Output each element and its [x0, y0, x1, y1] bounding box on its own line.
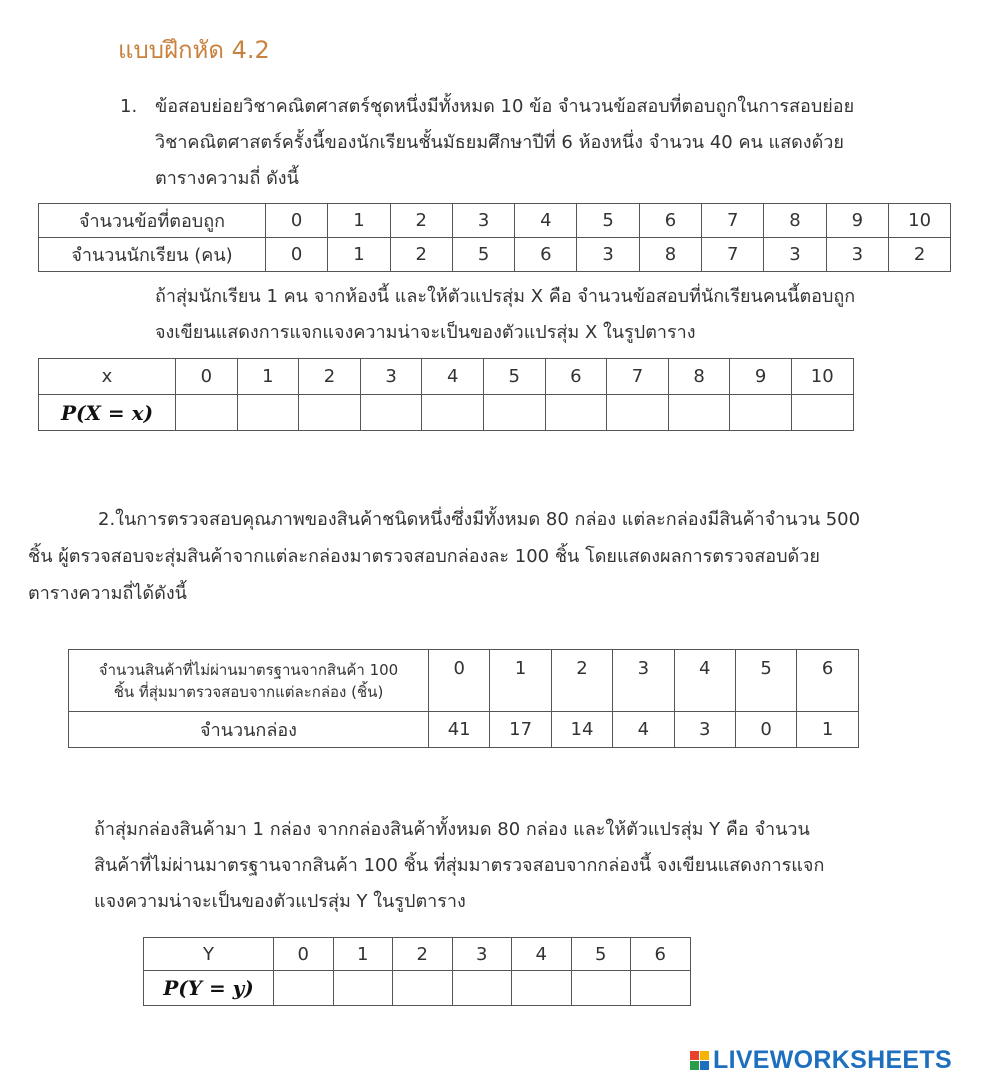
q1-prob-p-label: P(X = x) — [39, 395, 176, 431]
q1-answer-cell[interactable] — [607, 395, 669, 431]
q2-prob-y-cell: 2 — [393, 938, 453, 971]
q1-prob-x-cell: 7 — [607, 359, 669, 395]
q1-answer-cell[interactable] — [299, 395, 361, 431]
q1-answer-cell[interactable] — [545, 395, 607, 431]
q2-answer-cell[interactable] — [512, 971, 572, 1006]
q2-freq-row1-label-line2: ชิ้น ที่สุ่มมาตรวจสอบจากแต่ละกล่อง (ชิ้น) — [113, 682, 384, 701]
q2-prob-y-cell: 3 — [452, 938, 512, 971]
q2-freq-cell: 3 — [613, 650, 674, 712]
q2-prob-row-y — [144, 938, 691, 971]
liveworksheets-logo-icon — [690, 1051, 709, 1070]
q1-probability-table — [38, 358, 854, 431]
q1-answer-cell[interactable] — [668, 395, 730, 431]
q1-freq-cell: 10 — [888, 204, 950, 238]
q1-freq-row1-label: จำนวนข้อที่ตอบถูก — [39, 204, 266, 238]
q2-line-1: 2.ในการตรวจสอบคุณภาพของสินค้าชนิดหนึ่งซึ่งมีทั้งหมด 80 กล่อง แต่ละกล่องมีสินค้าจำนวน 500 — [98, 509, 861, 530]
q1-freq-cell: 3 — [826, 238, 888, 272]
q1-prob-x-cell: 0 — [176, 359, 238, 395]
q2-answer-cell[interactable] — [631, 971, 691, 1006]
q2-freq-cell: 3 — [674, 712, 735, 748]
q2-instruction-line-3: แจงความน่าจะเป็นของตัวแปรสุ่ม Y ในรูปตาราง — [94, 891, 466, 912]
q2-freq-row1-label — [69, 650, 429, 712]
q1-line-3: ตารางความถี่ ดังนี้ — [155, 168, 299, 189]
q1-freq-cell: 7 — [702, 238, 764, 272]
q2-freq-cell: 14 — [551, 712, 612, 748]
q2-freq-cell: 4 — [613, 712, 674, 748]
q2-prob-y-cell: 5 — [571, 938, 631, 971]
q2-prob-y-cell: 6 — [631, 938, 691, 971]
q1-freq-row-students — [39, 238, 951, 272]
q1-answer-cell[interactable] — [360, 395, 422, 431]
q1-prob-x-cell: 4 — [422, 359, 484, 395]
q1-freq-cell: 4 — [515, 204, 577, 238]
q2-freq-cell: 17 — [490, 712, 551, 748]
q2-answer-cell[interactable] — [274, 971, 334, 1006]
logo-square-red — [690, 1051, 699, 1060]
q2-prob-p-label: P(Y = y) — [144, 971, 274, 1006]
q2-freq-row2-label: จำนวนกล่อง — [69, 712, 429, 748]
q1-line-2: วิชาคณิตศาสตร์ครั้งนี้ของนักเรียนชั้นมัธยมศึกษาปีที่ 6 ห้องหนึ่ง จำนวน 40 คน แสดงด้วย — [155, 132, 844, 153]
q2-freq-cell: 41 — [429, 712, 490, 748]
q1-answer-cell[interactable] — [176, 395, 238, 431]
q2-freq-cell: 2 — [551, 650, 612, 712]
q2-freq-cell: 6 — [797, 650, 858, 712]
liveworksheets-logo — [690, 1046, 952, 1075]
q1-freq-cell: 6 — [639, 204, 701, 238]
logo-square-blue — [700, 1061, 709, 1070]
q1-freq-row2-label: จำนวนนักเรียน (คน) — [39, 238, 266, 272]
q2-prob-y-cell: 4 — [512, 938, 572, 971]
q2-freq-row-defects — [69, 650, 859, 712]
q1-prob-x-cell: 5 — [483, 359, 545, 395]
q1-freq-row-answers — [39, 204, 951, 238]
q2-freq-row-boxes — [69, 712, 859, 748]
q1-answer-cell[interactable] — [791, 395, 853, 431]
q2-freq-row1-label-line1: จำนวนสินค้าที่ไม่ผ่านมาตรฐานจากสินค้า 100 — [98, 660, 399, 679]
q1-freq-cell: 5 — [577, 204, 639, 238]
q2-freq-cell: 1 — [490, 650, 551, 712]
q2-instruction-line-2: สินค้าที่ไม่ผ่านมาตรฐานจากสินค้า 100 ชิ้น ที่สุ่มมาตรวจสอบจากกล่องนี้ จงเขียนแสดงการแจก — [94, 855, 825, 876]
q1-prob-x-cell: 9 — [730, 359, 792, 395]
q2-freq-cell: 1 — [797, 712, 858, 748]
q1-freq-cell: 2 — [390, 238, 452, 272]
q2-prob-y-label: Y — [144, 938, 274, 971]
q1-frequency-table — [38, 203, 951, 272]
q1-freq-cell: 8 — [639, 238, 701, 272]
q1-instruction-line-2: จงเขียนแสดงการแจกแจงความน่าจะเป็นของตัวแปรสุ่ม X ในรูปตาราง — [155, 322, 696, 343]
q1-number: 1. — [120, 96, 138, 117]
q2-freq-cell: 0 — [735, 712, 796, 748]
q1-freq-cell: 1 — [328, 204, 390, 238]
logo-square-green — [690, 1061, 699, 1070]
q1-prob-x-cell: 1 — [237, 359, 299, 395]
q2-freq-cell: 0 — [429, 650, 490, 712]
q1-prob-x-cell: 6 — [545, 359, 607, 395]
logo-square-yellow — [700, 1051, 709, 1060]
q1-instruction-line-1: ถ้าสุ่มนักเรียน 1 คน จากห้องนี้ และให้ตัวแปรสุ่ม X คือ จำนวนข้อสอบที่นักเรียนคนนี้ตอบถูก — [155, 286, 856, 307]
q1-prob-x-label: x — [39, 359, 176, 395]
q2-answer-cell[interactable] — [452, 971, 512, 1006]
q1-prob-x-cell: 2 — [299, 359, 361, 395]
q2-line-3: ตารางความถี่ได้ดังนี้ — [28, 583, 187, 604]
q1-freq-cell: 3 — [452, 204, 514, 238]
q1-prob-row-p — [39, 395, 854, 431]
q1-prob-x-cell: 8 — [668, 359, 730, 395]
q2-freq-cell: 4 — [674, 650, 735, 712]
q2-probability-table — [143, 937, 691, 1006]
q1-freq-cell: 3 — [764, 238, 826, 272]
q2-prob-y-cell: 1 — [333, 938, 393, 971]
q1-freq-cell: 8 — [764, 204, 826, 238]
q1-answer-cell[interactable] — [422, 395, 484, 431]
q2-line-2: ชิ้น ผู้ตรวจสอบจะสุ่มสินค้าจากแต่ละกล่องมาตรวจสอบกล่องละ 100 ชิ้น โดยแสดงผลการตรวจสอบด้วย — [28, 546, 820, 567]
q2-answer-cell[interactable] — [333, 971, 393, 1006]
q1-freq-cell: 1 — [328, 238, 390, 272]
q1-freq-cell: 6 — [515, 238, 577, 272]
q1-freq-cell: 9 — [826, 204, 888, 238]
q1-line-1: ข้อสอบย่อยวิชาคณิตศาสตร์ชุดหนึ่งมีทั้งหมด 10 ข้อ จำนวนข้อสอบที่ตอบถูกในการสอบย่อย — [155, 96, 855, 117]
q2-prob-row-p — [144, 971, 691, 1006]
liveworksheets-logo-text: LIVEWORKSHEETS — [713, 1046, 952, 1074]
q1-freq-cell: 0 — [266, 204, 328, 238]
q1-prob-x-cell: 3 — [360, 359, 422, 395]
q1-prob-x-cell: 10 — [791, 359, 853, 395]
q1-answer-cell[interactable] — [483, 395, 545, 431]
q1-answer-cell[interactable] — [730, 395, 792, 431]
q1-freq-cell: 3 — [577, 238, 639, 272]
q2-answer-cell[interactable] — [393, 971, 453, 1006]
q2-freq-cell: 5 — [735, 650, 796, 712]
q1-freq-cell: 5 — [452, 238, 514, 272]
q2-instruction-line-1: ถ้าสุ่มกล่องสินค้ามา 1 กล่อง จากกล่องสินค้าทั้งหมด 80 กล่อง และให้ตัวแปรสุ่ม Y คือ จำนวน — [94, 819, 810, 840]
q1-answer-cell[interactable] — [237, 395, 299, 431]
q2-answer-cell[interactable] — [571, 971, 631, 1006]
q1-freq-cell: 2 — [888, 238, 950, 272]
q1-freq-cell: 2 — [390, 204, 452, 238]
q2-frequency-table — [68, 649, 859, 748]
q1-freq-cell: 0 — [266, 238, 328, 272]
worksheet-title: แบบฝึกหัด 4.2 — [118, 36, 270, 64]
q1-freq-cell: 7 — [702, 204, 764, 238]
q1-prob-row-x — [39, 359, 854, 395]
q2-prob-y-cell: 0 — [274, 938, 334, 971]
